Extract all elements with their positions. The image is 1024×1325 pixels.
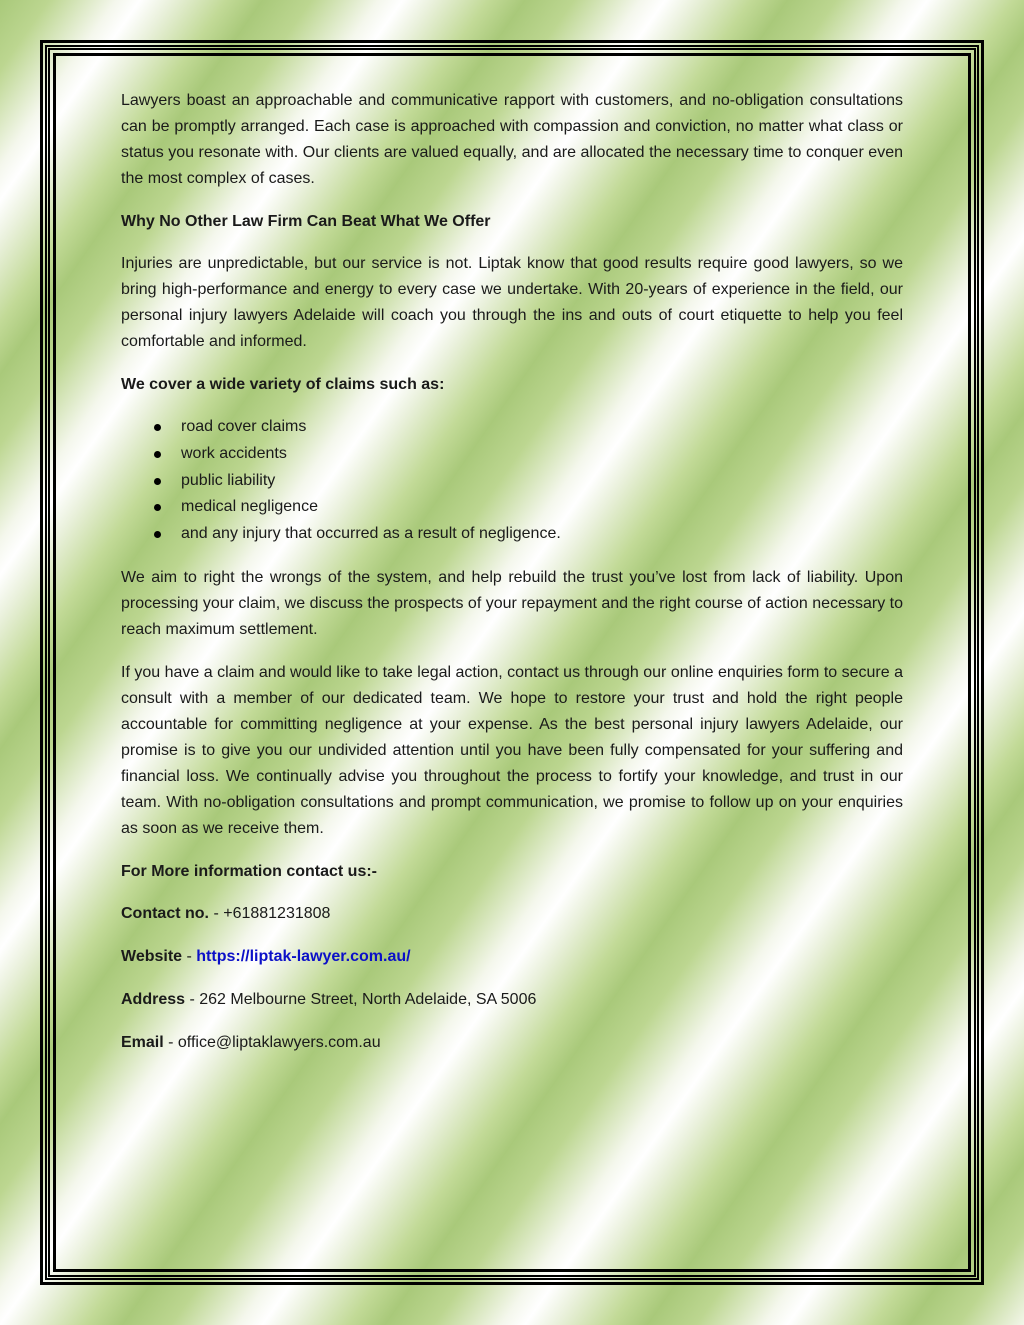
email-value: office@liptaklawyers.com.au <box>177 1033 381 1051</box>
address-value: 262 Melbourne Street, North Adelaide, SA 5006 <box>199 990 537 1008</box>
claims-heading: We cover a wide variety of claims such as: <box>121 376 445 393</box>
email-label: Email <box>121 1033 164 1051</box>
bullet-icon <box>154 424 161 431</box>
list-item <box>121 521 903 548</box>
legal-action-paragraph: If you have a claim and would like to take legal action, contact us through our online enquiries form to secure a consult with a member of our dedicated team. We hope to restore your trust and hold the right people accountable for committing negligence at your expense. As the best personal injury lawyers Adelaide, our promise is to give you our undivided attention until you have been fully compensated for your suffering and financial loss. We continually advise you throughout the process to fortify your knowledge, and trust in our team. With no-obligation consultations and prompt communication, we promise to follow up on your enquiries as soon as we receive them. <box>121 663 903 837</box>
bullet-icon <box>154 504 161 511</box>
address-label: Address <box>121 990 186 1008</box>
email-separator: - <box>163 1033 178 1051</box>
injuries-paragraph: Injuries are unpredictable, but our service is not. Liptak know that good results require good lawyers, so we bring high-performance and energy to every case we undertake. With 20-years of experience in the field, our personal injury lawyers Adelaide will coach you through the ins and outs of court etiquette to help you feel comfortable and informed. <box>121 255 903 350</box>
aim-paragraph: We aim to right the wrongs of the system, and help rebuild the trust you’ve lost from lack of liability. Upon processing your claim, we discuss the prospects of your repayment and the right course of action necessary to reach maximum settlement. <box>121 568 903 638</box>
list-item <box>121 441 903 468</box>
list-item-text: work accidents <box>181 444 287 462</box>
list-item <box>121 414 903 441</box>
phone-label: Contact no. <box>121 904 209 922</box>
contact-website <box>121 944 903 970</box>
bullet-icon <box>154 451 161 458</box>
contact-phone <box>121 901 903 927</box>
list-item <box>121 494 903 521</box>
contact-email <box>121 1030 903 1056</box>
website-link[interactable]: https://liptak-lawyer.com.au/ <box>196 947 411 965</box>
phone-value: +61881231808 <box>223 904 331 922</box>
bullet-icon <box>154 478 161 485</box>
more-info-heading: For More information contact us:- <box>121 862 377 880</box>
contact-address <box>121 987 903 1013</box>
list-item-text: medical negligence <box>181 498 318 516</box>
document-body <box>121 88 903 1073</box>
intro-paragraph: Lawyers boast an approachable and communicative rapport with customers, and no-obligation consultations can be promptly arranged. Each case is approached with compassion and conviction, no matter what class or status you resonate with. Our clients are valued equally, and are allocated the necessary time to conquer even the most complex of cases. <box>121 92 903 187</box>
why-heading: Why No Other Law Firm Can Beat What We Offer <box>121 213 491 230</box>
list-item-text: road cover claims <box>181 418 307 435</box>
address-separator: - <box>185 990 200 1008</box>
phone-separator: - <box>209 904 224 922</box>
list-item-text: and any injury that occurred as a result of negligence. <box>181 525 561 543</box>
claims-list <box>121 414 903 548</box>
list-item <box>121 468 903 495</box>
bullet-icon <box>154 531 161 538</box>
website-label: Website <box>121 947 183 965</box>
website-separator: - <box>182 947 197 965</box>
list-item-text: public liability <box>181 471 276 489</box>
